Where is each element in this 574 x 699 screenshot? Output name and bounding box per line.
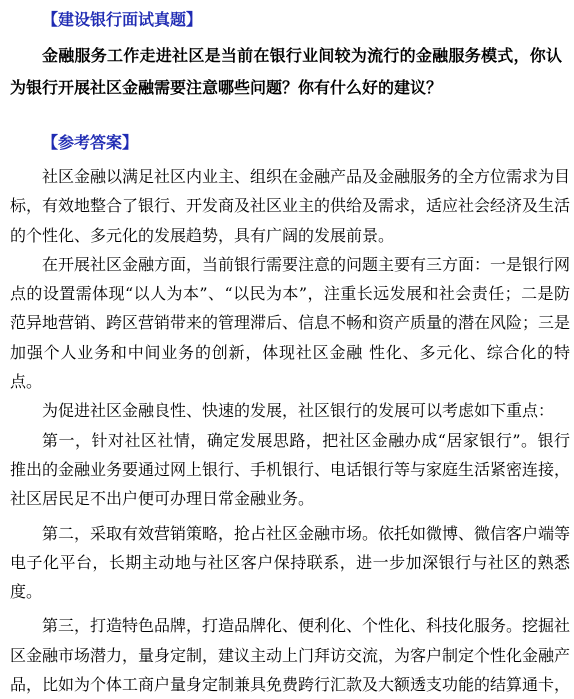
answer-heading: 【参考答案】 xyxy=(42,133,139,152)
question-heading: 【建设银行面试真题】 xyxy=(42,10,203,29)
answer-paragraph-second: 第二，采取有效营销策略，抢占社区金融市场。依托如微博、微信客户端等电子化平台，长期主动地与社区客户保持联系，进一步加深银行与社区的熟悉度。 xyxy=(10,523,571,602)
interview-question: 金融服务工作走进社区是当前在银行业间较为流行的金融服务模式，你认为银行开展社区金融需要注意哪些问题？你有什么好的建议？ xyxy=(10,46,562,97)
answer-paragraph-issues: 在开展社区金融方面，当前银行需要注意的问题主要有三方面：一是银行网点的设置需体现“以人为本”、“以民为本”，注重长远发展和社会责任；二是防范异地营销、跨区营销带来的管理滞后、信息不畅和资产质量的潜在风险；三是加强个人业务和中间业务的创新，体现社区金融 性化、多元化、综合化的特点。 xyxy=(10,254,571,392)
answer-paragraph-intro: 社区金融以满足社区内业主、组织在金融产品及金融服务的全方位需求为目标，有效地整合了银行、开发商及社区业主的供给及需求，适应社会经济及生活的个性化、多元化的发展趋势，具有广阔的发展前景。 xyxy=(10,167,571,245)
answer-paragraph-third: 第三，打造特色品牌，打造品牌化、便利化、个性化、科技化服务。挖掘社区金融市场潜力，量身定制，建议主动上门拜访交流，为客户制定个性化金融产品，比如为个体工商户量身定制兼具免费跨行汇款及大额透支功能的结算通卡， xyxy=(10,616,571,695)
answer-body xyxy=(10,162,570,699)
answer-paragraph-suggestions-intro: 为促进社区金融良性、快速的发展，社区银行的发展可以考虑如下重点： xyxy=(42,401,555,421)
answer-paragraph-first: 第一，针对社区社情，确定发展思路，把社区金融办成“居家银行”。银行推出的金融业务要通过网上银行、手机银行、电话银行等与家庭生活紧密连接，社区居民足不出户便可办理日常金融业务。 xyxy=(10,430,571,509)
